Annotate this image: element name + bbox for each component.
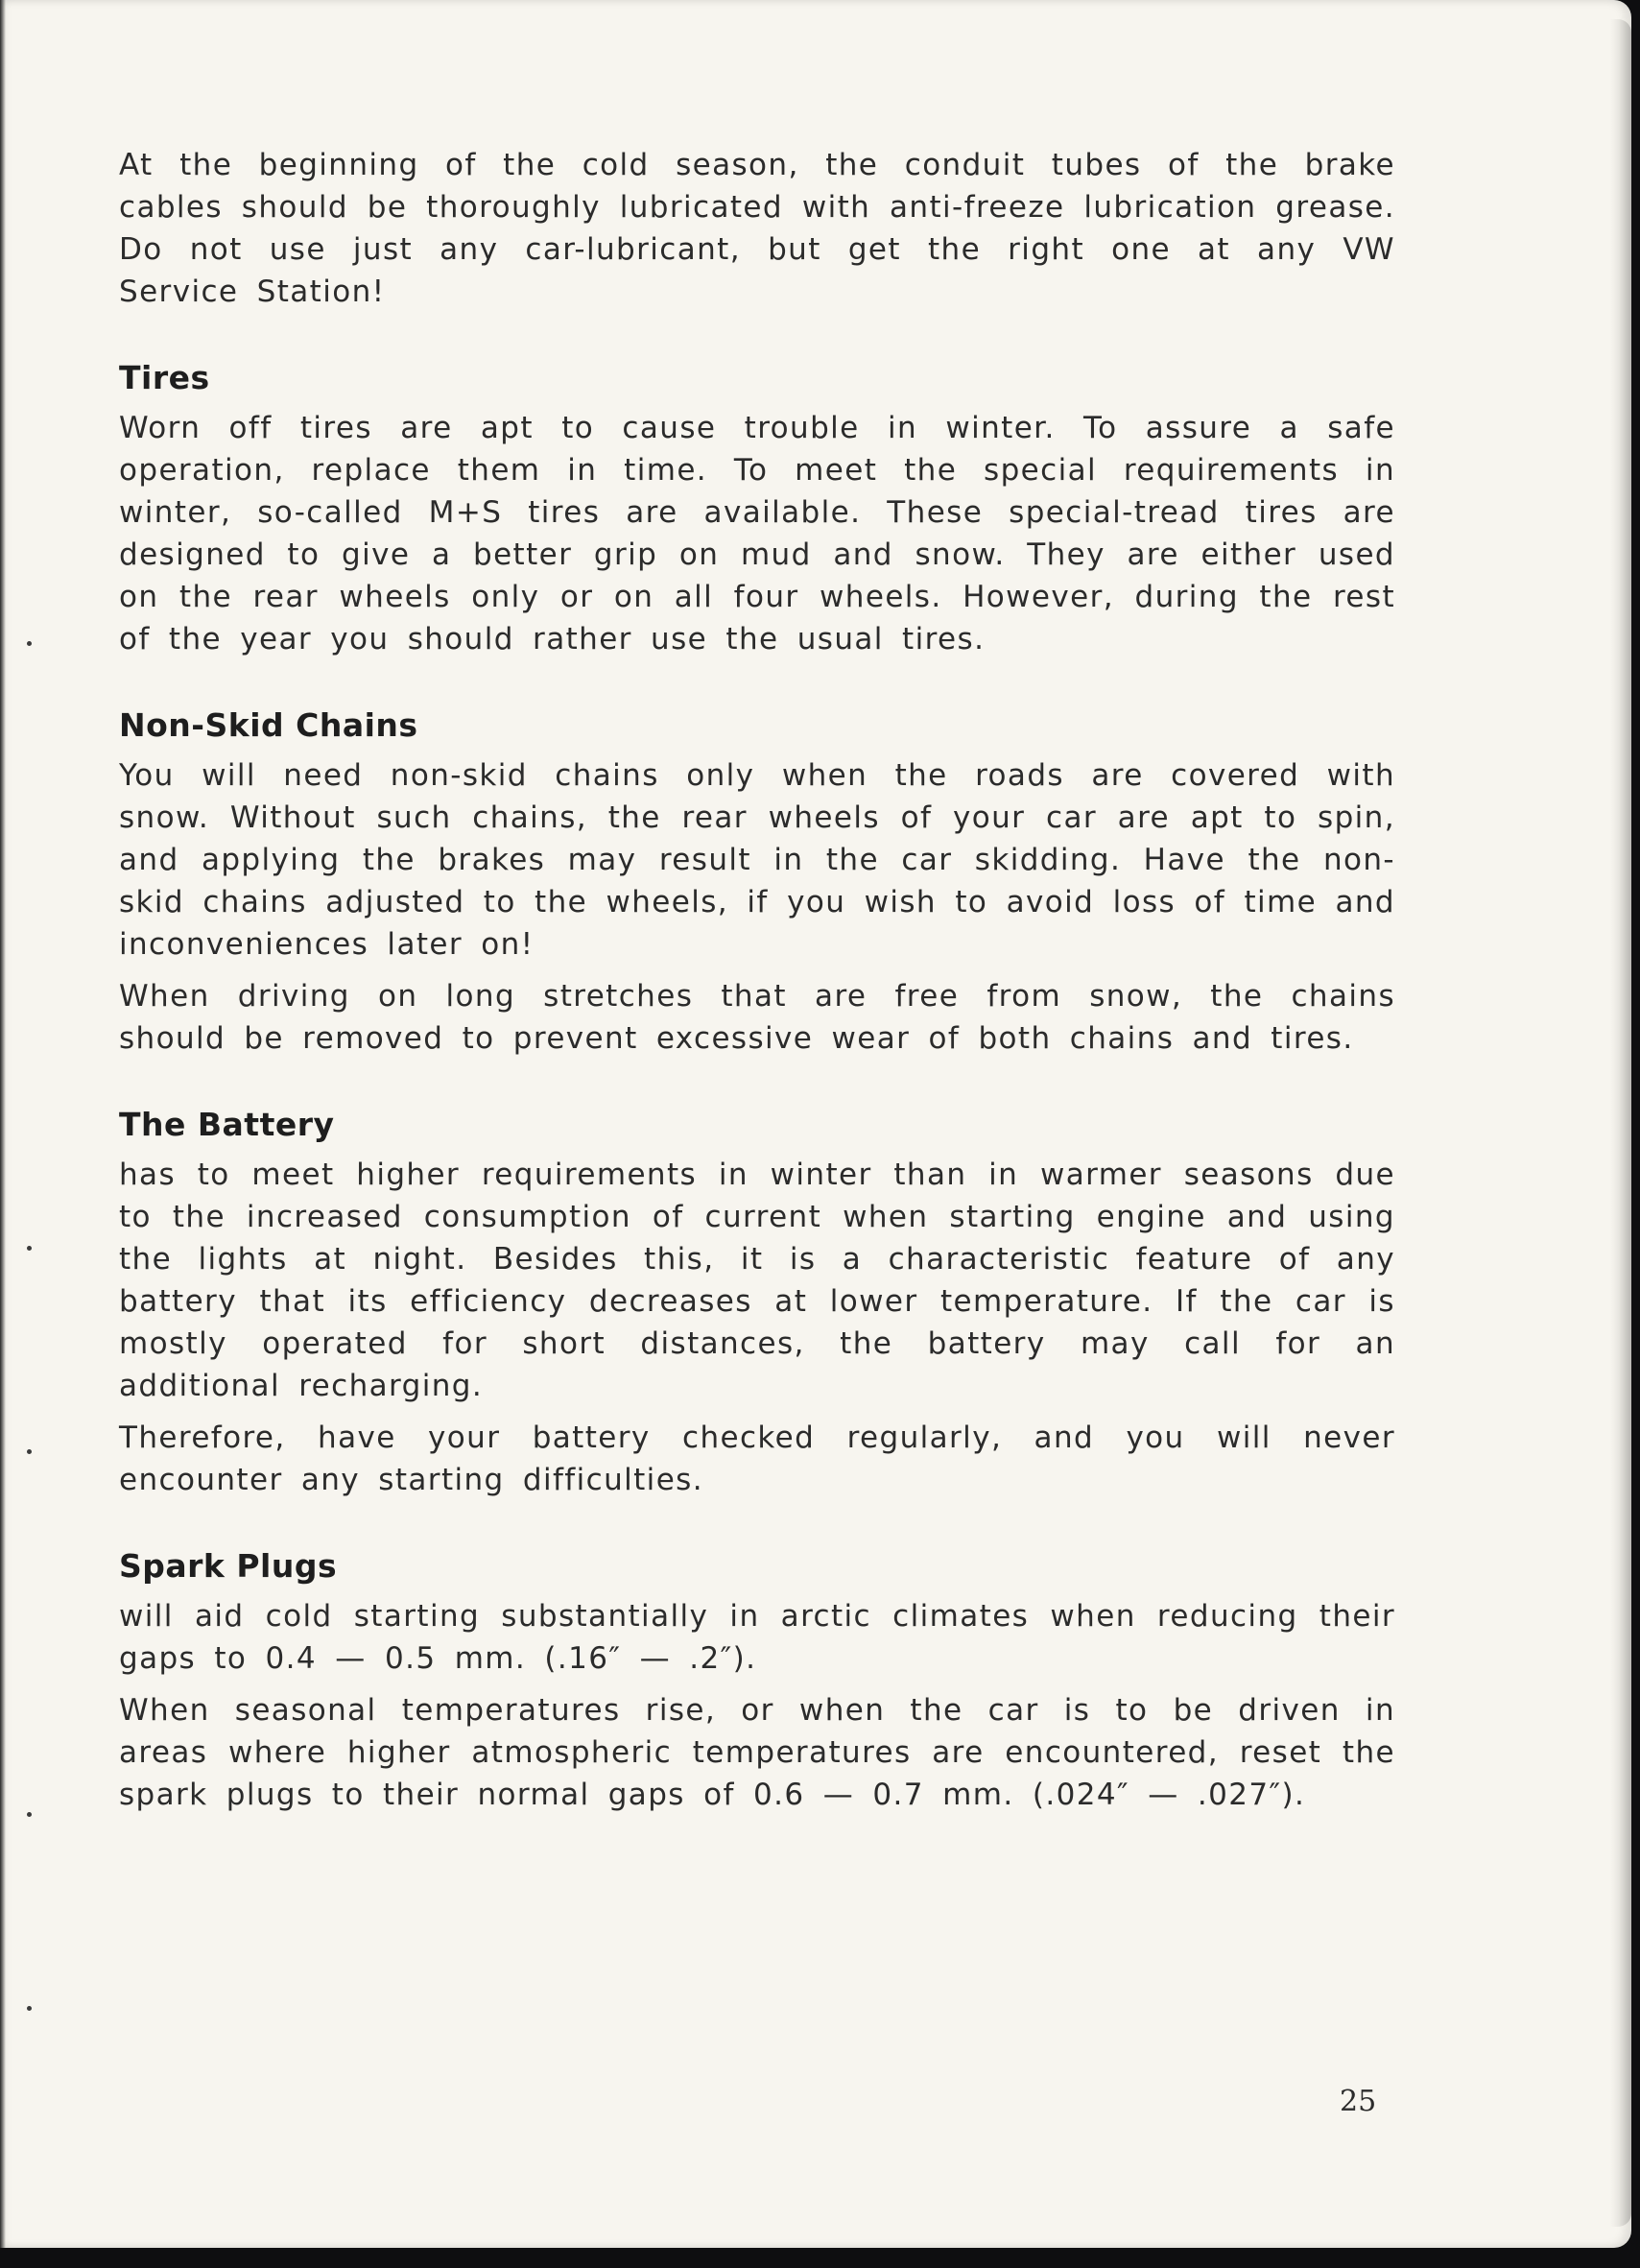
margin-mark [27, 1812, 32, 1817]
page-edge-shadow [1610, 19, 1631, 2227]
section-paragraph: When seasonal temperatures rise, or when the car is to be driven in areas where higher atmospheric temperatures are encountered, reset the spark plugs to their normal gaps of 0.6 — 0.7 mm. (.024″ — .027″). [119, 1693, 1395, 1812]
page-content [119, 144, 1395, 1816]
margin-mark [27, 1246, 32, 1251]
section-spark-plugs [119, 1547, 1395, 1816]
margin-mark [27, 1449, 32, 1454]
section-tires [119, 359, 1395, 660]
section-paragraph: will aid cold starting substantially in arctic climates when reducing their gaps to 0.4 — 0.5 mm. (.16″ — .2″). [119, 1599, 1395, 1676]
section-paragraph: Therefore, have your battery checked regularly, and you will never encounter any starting difficulties. [119, 1420, 1395, 1497]
section-heading: Non-Skid Chains [119, 706, 418, 744]
section-paragraph: has to meet higher requirements in winter than in warmer seasons due to the increased consumption of current when starting engine and using the lights at night. Besides this, it is a characteristic feature of any battery that its efficiency decreases at lower temperature. If the car is mostly operated for short distances, the battery may call for an additional recharging. [119, 1158, 1395, 1403]
binding-shadow [0, 0, 6, 2248]
section-battery [119, 1106, 1395, 1501]
section-paragraph: You will need non-skid chains only when the roads are covered with snow. Without such chains, the rear wheels of your car are apt to spin, and applying the brakes may result in the car skidding. Have the non-skid chains adjusted to the wheels, if you wish to avoid loss of time and inconveniences later on! [119, 758, 1395, 962]
section-heading: Tires [119, 359, 210, 396]
page-number: 25 [1340, 2085, 1377, 2118]
section-heading: The Battery [119, 1106, 335, 1143]
section-paragraph: When driving on long stretches that are free from snow, the chains should be removed to prevent excessive wear of both chains and tires. [119, 979, 1395, 1056]
margin-mark [27, 2006, 32, 2011]
intro-paragraph: At the beginning of the cold season, the conduit tubes of the brake cables should be thoroughly lubricated with anti-freeze lubrication grease. Do not use just any car-lubricant, but get the right one at any VW Service Station! [119, 148, 1395, 309]
section-heading: Spark Plugs [119, 1547, 338, 1585]
section-paragraph: Worn off tires are apt to cause trouble in winter. To assure a safe operation, replace them in time. To meet the special requirements in winter, so-called M+S tires are available. These special-tread tires are designed to give a better grip on mud and snow. They are either used on the rear wheels only or on all four wheels. However, during the rest of the year you should rather use the usual tires. [119, 411, 1395, 657]
margin-mark [27, 641, 32, 646]
section-non-skid-chains [119, 706, 1395, 1060]
